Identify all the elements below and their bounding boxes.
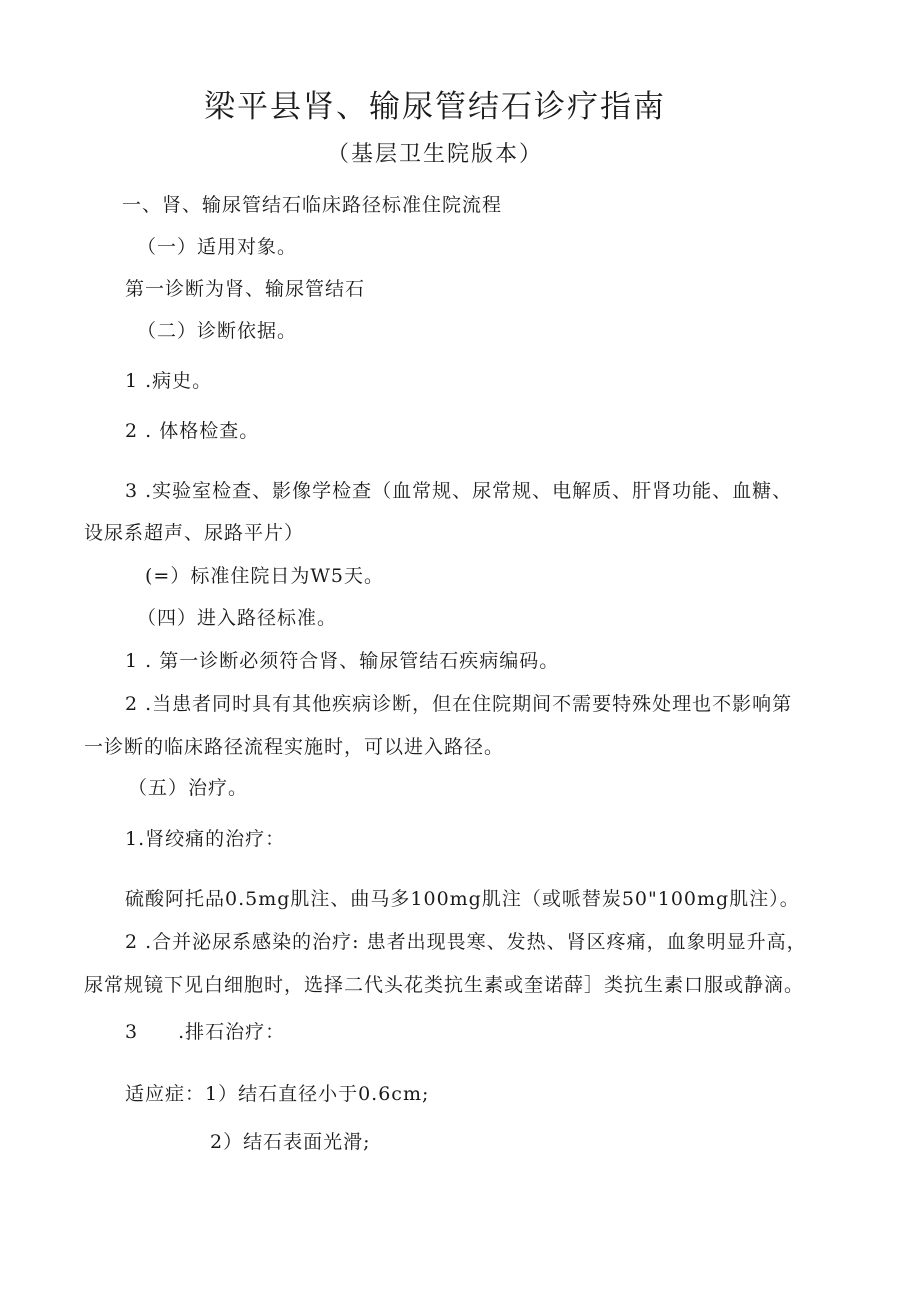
list-item-history: 1 .病史。 [125, 370, 213, 392]
list-item-renal-colic: 1.肾绞痛的治疗： [125, 828, 286, 850]
list-item-physical-exam: 2 . 体格检查。 [125, 420, 260, 442]
paragraph-colic-medication: 硫酸阿托品0.5mg肌注、曲马多100mg肌注（或哌替炭50"100mg肌注）。 [125, 888, 800, 910]
list-item-criteria-2-continued: 一诊断的临床路径流程实施时，可以进入路径。 [84, 736, 505, 758]
paragraph-indication-1: 适应症：1）结石直径小于0.6cm; [125, 1083, 430, 1105]
section-heading-1: 一、肾、输尿管结石临床路径标准住院流程 [122, 194, 503, 216]
list-item-stone-expulsion: 3 .排石治疗： [125, 1021, 286, 1043]
document-title: 梁平县肾、输尿管结石诊疗指南 [204, 89, 666, 125]
list-item-infection-treatment: 2 .合并泌尿系感染的治疗: 患者出现畏寒、发热、肾区疼痛，血象明显升高， [125, 931, 807, 953]
subsection-heading-applicable-subjects: （一）适用对象。 [137, 236, 298, 258]
list-item-criteria-1: 1 . 第一诊断必须符合肾、输尿管结石疾病编码。 [125, 650, 560, 672]
list-item-criteria-2: 2 .当患者同时具有其他疾病诊断，但在住院期间不需要特殊处理也不影响第 [125, 693, 793, 715]
paragraph-first-diagnosis: 第一诊断为肾、输尿管结石 [125, 278, 366, 300]
document-subtitle: （基层卫生院版本） [326, 142, 543, 167]
list-item-infection-treatment-continued: 尿常规镜下见白细胞时，选择二代头花类抗生素或奎诺薛］类抗生素口服或静滴。 [84, 974, 805, 996]
subsection-heading-hospital-stay: (=）标准住院日为W5天。 [145, 565, 384, 587]
list-item-lab-imaging-continued: 设尿系超声、尿路平片） [84, 522, 305, 544]
paragraph-indication-2: 2）结石表面光滑; [210, 1131, 371, 1153]
subsection-heading-pathway-criteria: （四）进入路径标准。 [137, 607, 338, 629]
subsection-heading-treatment: （五）治疗。 [128, 777, 249, 799]
list-item-lab-imaging: 3 .实验室检查、影像学检查（血常规、尿常规、电解质、肝肾功能、血糖、 [125, 480, 793, 502]
subsection-heading-diagnosis-basis: （二）诊断依据。 [137, 320, 298, 342]
